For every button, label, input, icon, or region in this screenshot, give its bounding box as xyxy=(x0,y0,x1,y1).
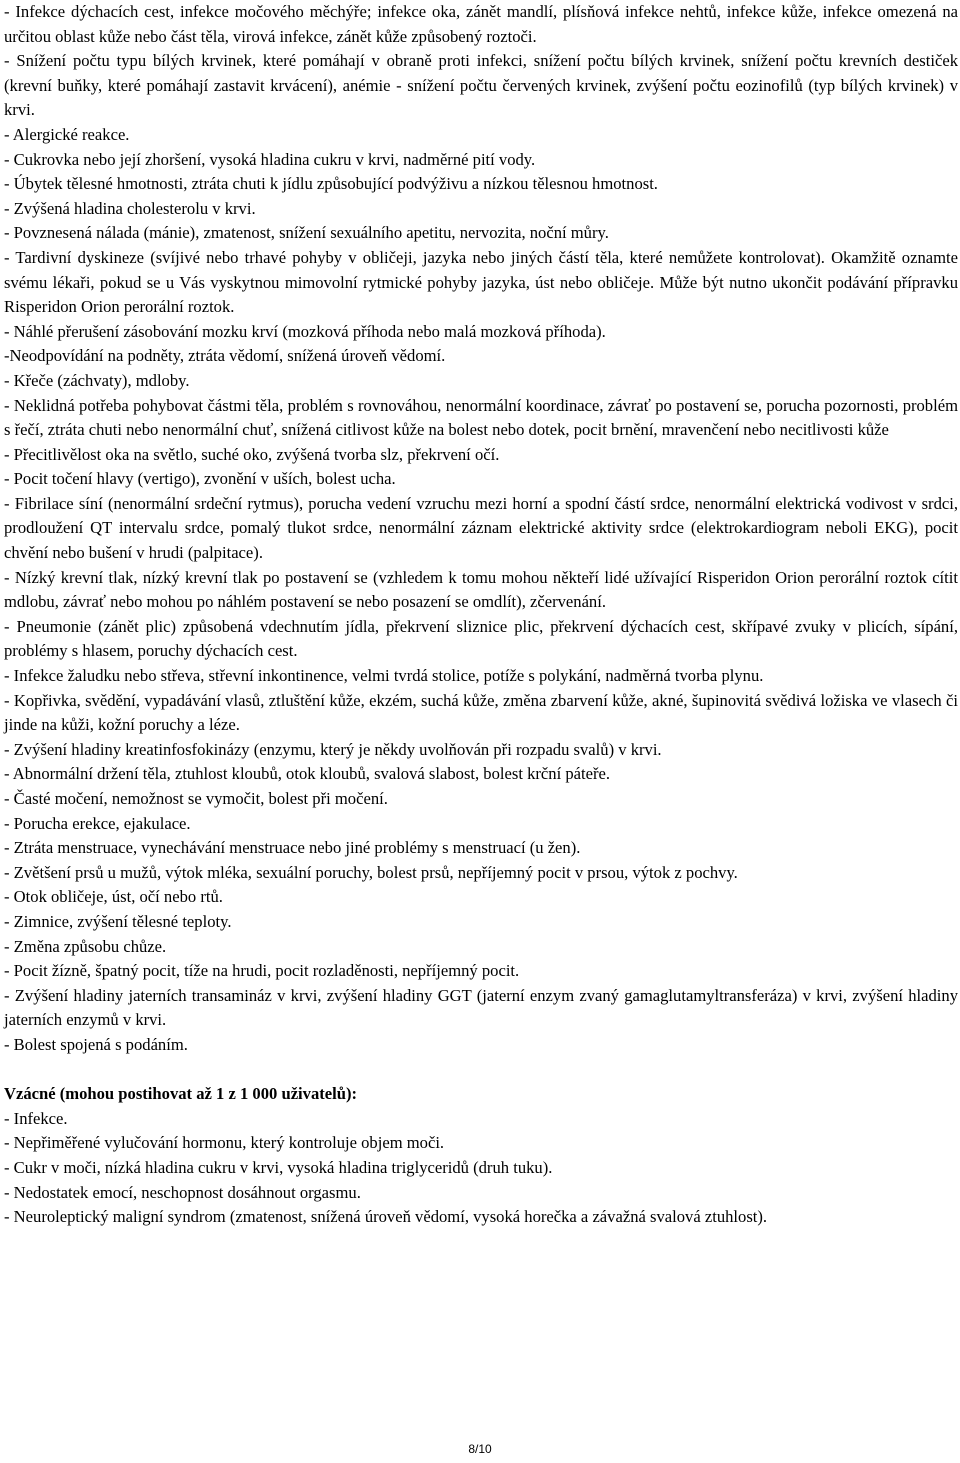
list-item: - Tardivní dyskineze (svíjivé nebo trhavé pohyby v obličeji, jazyka nebo jiných částí těla, které nemůžete kontrolovat). Okamžitě oznamte svému lékaři, pokud se u Vás vyskytnou mimovolní rytmické pohyby jazyka, úst nebo obličeje. Může být nutno ukončit podávání přípravku Risperidon Orion perorální roztok. xyxy=(4,247,958,317)
list-item: - Kopřivka, svědění, vypadávání vlasů, ztluštění kůže, ekzém, suchá kůže, změna zbarvení kůže, akné, šupinovitá svědivá ložiska ve vlasech či jinde na kůži, kožní poruchy a léze. xyxy=(4,690,958,735)
list-item: - Nízký krevní tlak, nízký krevní tlak po postavení se (vzhledem k tomu mohou někteří lidé užívající Risperidon Orion perorální roztok cítit mdlobu, závrať nebo mohou po náhlém postavení se nebo posazení se omdlít), zčervenání. xyxy=(4,567,958,612)
list-item: - Neuroleptický maligní syndrom (zmatenost, snížená úroveň vědomí, vysoká horečka a závažná svalová ztuhlost). xyxy=(4,1207,768,1227)
list-item: - Zvýšení hladiny jaterních transamináz v krvi, zvýšení hladiny GGT (jaterní enzym zvaný gamaglutamyltransferáza) v krvi, zvýšení hladiny jaterních enzymů v krvi. xyxy=(4,985,958,1030)
list-item: - Fibrilace síní (nenormální srdeční rytmus), porucha vedení vzruchu mezi horní a spodní částí srdce, nenormální elektrická vodivost v srdci, prodloužení QT intervalu srdce, pomalý tlukot srdce, nenormální záznam elektrické aktivity srdce (elektrokardiogram neboli EKG), pocit chvění nebo bušení v hrudi (palpitace). xyxy=(4,493,958,563)
section-spacer xyxy=(4,1058,958,1083)
list-item: - Porucha erekce, ejakulace. xyxy=(4,813,191,833)
list-item: - Alergické reakce. xyxy=(4,124,130,144)
list-item: - Neklidná potřeba pohybovat částmi těla, problém s rovnováhou, nenormální koordinace, závrať po postavení se, porucha pozornosti, problém s řečí, ztráta chuti nebo nenormální chuť, snížená citlivost kůže na bolest nebo dotek, pocit brnění, mravenčení nebo necitlivosti kůže xyxy=(4,395,958,440)
list-item: - Náhlé přerušení zásobování mozku krví (mozková příhoda nebo malá mozková příhoda). xyxy=(4,321,606,341)
list-item: - Přecitlivělost oka na světlo, suché oko, zvýšená tvorba slz, překrvení očí. xyxy=(4,444,500,464)
list-item: - Cukr v moči, nízká hladina cukru v krvi, vysoká hladina triglyceridů (druh tuku). xyxy=(4,1157,553,1177)
list-item: - Změna způsobu chůze. xyxy=(4,936,167,956)
list-item: - Úbytek tělesné hmotnosti, ztráta chuti k jídlu způsobující podvýživu a nízkou tělesnou hmotnost. xyxy=(4,174,658,194)
list-item: - Infekce žaludku nebo střeva, střevní inkontinence, velmi tvrdá stolice, potíže s polykání, nadměrná tvorba plynu. xyxy=(4,666,764,686)
rare-section-heading: Vzácné (mohou postihovat až 1 z 1 000 uživatelů): xyxy=(4,1084,358,1104)
list-item: - Povznesená nálada (mánie), zmatenost, snížení sexuálního apetitu, nervozita, noční můry. xyxy=(4,223,609,243)
list-item: -Neodpovídání na podněty, ztráta vědomí, snížená úroveň vědomí. xyxy=(4,346,446,366)
list-item: - Otok obličeje, úst, očí nebo rtů. xyxy=(4,887,223,907)
document-page xyxy=(4,0,958,1230)
list-item: - Nepřiměřené vylučování hormonu, který kontroluje objem moči. xyxy=(4,1133,445,1153)
list-item: - Infekce. xyxy=(4,1108,68,1128)
list-item: - Pocit žízně, špatný pocit, tíže na hrudi, pocit rozladěnosti, nepříjemný pocit. xyxy=(4,961,520,981)
rare-side-effects-list xyxy=(4,1107,958,1230)
list-item: - Zvětšení prsů u mužů, výtok mléka, sexuální poruchy, bolest prsů, nepříjemný pocit v prsou, výtok z pochvy. xyxy=(4,862,738,882)
common-side-effects-list xyxy=(4,0,958,1058)
list-item: - Pocit točení hlavy (vertigo), zvonění v uších, bolest ucha. xyxy=(4,469,396,489)
list-item: - Ztráta menstruace, vynechávání menstruace nebo jiné problémy s menstruací (u žen). xyxy=(4,838,581,858)
list-item: - Abnormální držení těla, ztuhlost kloubů, otok kloubů, svalová slabost, bolest krční páteře. xyxy=(4,764,611,784)
list-item: - Infekce dýchacích cest, infekce močového měchýře; infekce oka, zánět mandlí, plísňová infekce nehtů, infekce kůže, infekce omezená na určitou oblast kůže nebo část těla, virová infekce, zánět kůže způsobený roztoči. xyxy=(4,2,958,46)
list-item: - Zimnice, zvýšení tělesné teploty. xyxy=(4,911,232,931)
list-item: - Pneumonie (zánět plic) způsobená vdechnutím jídla, překrvení sliznice plic, překrvení dýchacích cest, skřípavé zvuky v plicích, sípání, problémy s hlasem, poruchy dýchacích cest. xyxy=(4,616,958,661)
list-item: - Časté močení, nemožnost se vymočit, bolest při močení. xyxy=(4,789,388,808)
list-item: - Snížení počtu typu bílých krvinek, které pomáhají v obraně proti infekci, snížení počtu bílých krvinek, snížení počtu krevních destiček (krevní buňky, které pomáhají zastavit krvácení), anémie - snížení počtu červených krvinek, zvýšení počtu eozinofilů (typ bílých krvinek) v krvi. xyxy=(4,51,958,120)
list-item: - Zvýšení hladiny kreatinfosfokinázy (enzymu, který je někdy uvolňován při rozpadu svalů) v krvi. xyxy=(4,739,662,759)
list-item: - Zvýšená hladina cholesterolu v krvi. xyxy=(4,198,256,218)
page-number: 8/10 xyxy=(468,1442,492,1456)
list-item: - Křeče (záchvaty), mdloby. xyxy=(4,370,190,390)
list-item: - Cukrovka nebo její zhoršení, vysoká hladina cukru v krvi, nadměrné pití vody. xyxy=(4,149,536,169)
list-item: - Nedostatek emocí, neschopnost dosáhnout orgasmu. xyxy=(4,1182,361,1202)
list-item: - Bolest spojená s podáním. xyxy=(4,1034,188,1054)
